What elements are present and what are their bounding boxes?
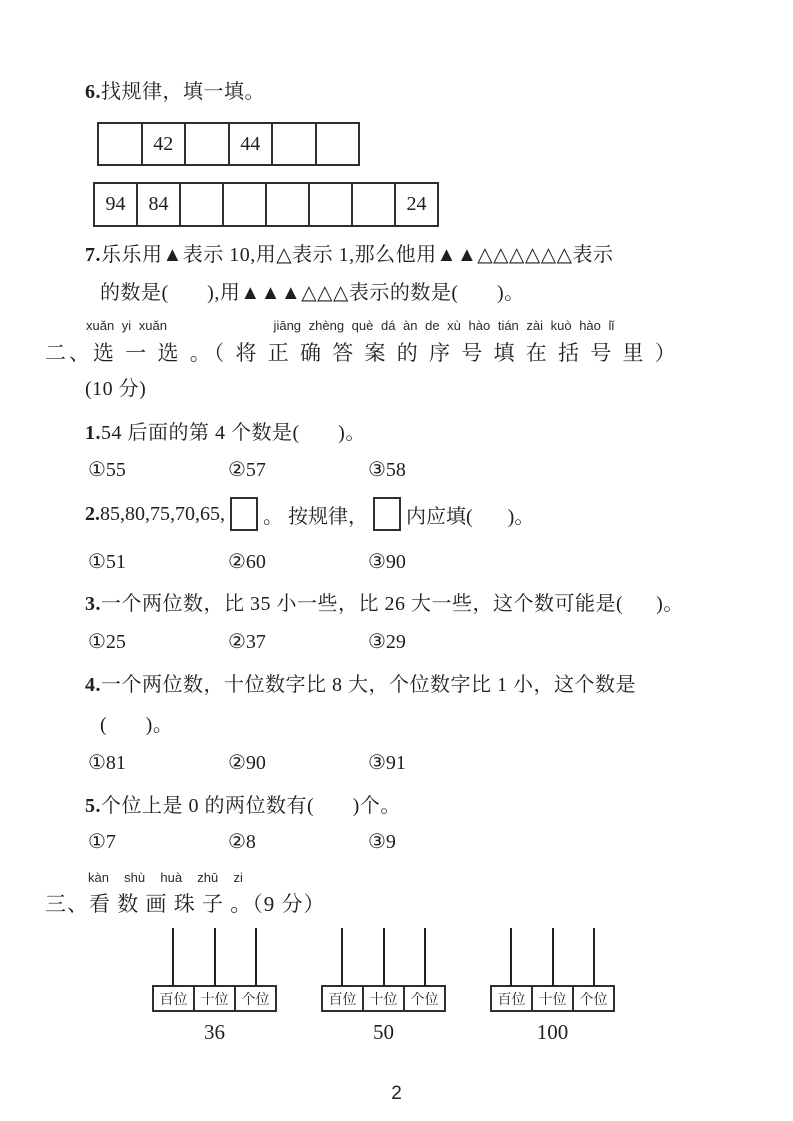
question-2-1-prompt: 54 后面的第 4 个数是( )。 bbox=[101, 422, 366, 444]
sequence-cell bbox=[315, 124, 359, 164]
section-2-pinyin: xuǎn yi xuǎn jiāng zhèng què dá àn de xù hào tián zài kuò hào lǐ bbox=[86, 318, 615, 333]
answer-box bbox=[230, 497, 258, 531]
question-2-1-text bbox=[85, 420, 366, 446]
question-2-2-prompt-pre: 85,80,75,70,65, bbox=[100, 502, 225, 525]
question-7-line2: 的数是( ),用▲▲▲△△△表示的数是( )。 bbox=[100, 282, 525, 304]
question-7-line1 bbox=[85, 242, 614, 268]
choice-option: ①55 bbox=[88, 459, 126, 481]
sequence-cell bbox=[265, 184, 308, 225]
question-2-1-number: 1. bbox=[85, 422, 101, 444]
sequence-cell bbox=[184, 124, 228, 164]
choice-option: ②60 bbox=[228, 551, 266, 573]
choice-option: ①7 bbox=[88, 831, 116, 853]
place-value-label-ones: 个位 bbox=[403, 987, 444, 1010]
bead-rods bbox=[321, 928, 446, 985]
choice-option: ③91 bbox=[368, 752, 406, 774]
bead-rod bbox=[172, 928, 174, 986]
section-3-title: 三、看 数 画 珠 子 。（9 分） bbox=[45, 892, 326, 916]
place-value-label-hundreds: 百位 bbox=[159, 992, 188, 1008]
page-number: 2 bbox=[391, 1083, 402, 1104]
bead-rods bbox=[490, 928, 615, 985]
place-value-label-ones: 个位 bbox=[572, 987, 613, 1010]
question-2-3-options bbox=[88, 629, 508, 654]
choice-option: ③90 bbox=[368, 551, 406, 573]
chart-value: 36 bbox=[204, 1020, 225, 1044]
question-2-2-number: 2. bbox=[85, 502, 100, 525]
chart-value: 50 bbox=[373, 1020, 394, 1044]
place-value-label-hundreds: 百位 bbox=[497, 992, 526, 1008]
choice-option: ③9 bbox=[368, 831, 396, 853]
section-3-pinyin: kàn shù huà zhū zi bbox=[88, 870, 243, 885]
bead-rod bbox=[552, 928, 554, 986]
place-value-chart bbox=[152, 928, 277, 1045]
question-2-5-prompt: 个位上是 0 的两位数有( )个。 bbox=[101, 795, 401, 817]
question-6-text bbox=[85, 79, 265, 105]
sequence-cell bbox=[179, 184, 222, 225]
sequence-cell: 94 bbox=[105, 193, 126, 215]
bead-rod bbox=[214, 928, 216, 986]
place-value-chart bbox=[490, 928, 615, 1045]
sequence-cell: 84 bbox=[136, 184, 179, 225]
question-2-4-line1 bbox=[85, 672, 636, 698]
place-value-label-tens: 十位 bbox=[193, 987, 234, 1010]
bead-rod bbox=[383, 928, 385, 986]
bead-rod bbox=[341, 928, 343, 986]
question-2-4-line2: ( )。 bbox=[100, 714, 174, 736]
bead-rod bbox=[424, 928, 426, 986]
question-2-4-prompt-line1: 一个两位数，十位数字比 8 大，个位数字比 1 小，这个数是 bbox=[101, 674, 636, 696]
bead-rod bbox=[510, 928, 512, 986]
choice-option: ②90 bbox=[228, 752, 266, 774]
question-2-3-text bbox=[85, 591, 684, 617]
question-7-prompt-line1: 乐乐用▲表示 10,用△表示 1,那么他用▲▲△△△△△△表示 bbox=[101, 244, 614, 266]
question-2-4-number: 4. bbox=[85, 674, 101, 696]
answer-box bbox=[373, 497, 401, 531]
sequence-cell bbox=[271, 124, 315, 164]
bead-rod bbox=[255, 928, 257, 986]
sequence-cell bbox=[222, 184, 265, 225]
question-6-prompt: 找规律，填一填。 bbox=[101, 81, 265, 103]
place-value-charts-row bbox=[152, 928, 615, 1045]
sequence-cell bbox=[351, 184, 394, 225]
choice-option: ②37 bbox=[228, 631, 266, 653]
question-2-3-number: 3. bbox=[85, 593, 101, 615]
sequence-cell: 42 bbox=[141, 124, 185, 164]
question-2-1-options bbox=[88, 457, 508, 482]
choice-option: ②57 bbox=[228, 459, 266, 481]
question-2-2-prompt-mid: 。 按规律， bbox=[263, 505, 368, 528]
sequence-cell bbox=[99, 124, 141, 164]
question-2-4-options bbox=[88, 750, 508, 775]
number-sequence-table-2 bbox=[93, 182, 439, 227]
question-6-number: 6. bbox=[85, 81, 101, 103]
question-2-2-options bbox=[88, 549, 508, 574]
choice-option: ①25 bbox=[88, 631, 126, 653]
question-2-5-text bbox=[85, 793, 401, 819]
question-2-3-prompt: 一个两位数，比 35 小一些，比 26 大一些，这个数可能是( )。 bbox=[101, 593, 684, 615]
place-value-labels bbox=[490, 985, 615, 1012]
sequence-cell: 44 bbox=[228, 124, 272, 164]
section-2-points: (10 分) bbox=[85, 378, 147, 400]
place-value-labels bbox=[152, 985, 277, 1012]
place-value-label-tens: 十位 bbox=[362, 987, 403, 1010]
chart-value: 100 bbox=[536, 1020, 569, 1044]
question-2-5-options bbox=[88, 829, 508, 854]
number-sequence-table-1 bbox=[97, 122, 360, 166]
question-7-number: 7. bbox=[85, 244, 101, 266]
section-2-title: 二、选 一 选 。（ 将 正 确 答 案 的 序 号 填 在 括 号 里 ） bbox=[45, 341, 679, 365]
place-value-label-ones: 个位 bbox=[234, 987, 275, 1010]
question-2-5-number: 5. bbox=[85, 795, 101, 817]
choice-option: ①81 bbox=[88, 752, 126, 774]
question-2-2-text bbox=[85, 494, 534, 534]
place-value-chart bbox=[321, 928, 446, 1045]
place-value-label-hundreds: 百位 bbox=[328, 992, 357, 1008]
choice-option: ②8 bbox=[228, 831, 256, 853]
bead-rods bbox=[152, 928, 277, 985]
choice-option: ①51 bbox=[88, 551, 126, 573]
sequence-cell bbox=[308, 184, 351, 225]
question-2-2-prompt-post: 内应填( )。 bbox=[406, 505, 535, 528]
choice-option: ③29 bbox=[368, 631, 406, 653]
bead-rod bbox=[593, 928, 595, 986]
sequence-cell: 24 bbox=[394, 184, 437, 225]
place-value-label-tens: 十位 bbox=[531, 987, 572, 1010]
place-value-labels bbox=[321, 985, 446, 1012]
choice-option: ③58 bbox=[368, 459, 406, 481]
